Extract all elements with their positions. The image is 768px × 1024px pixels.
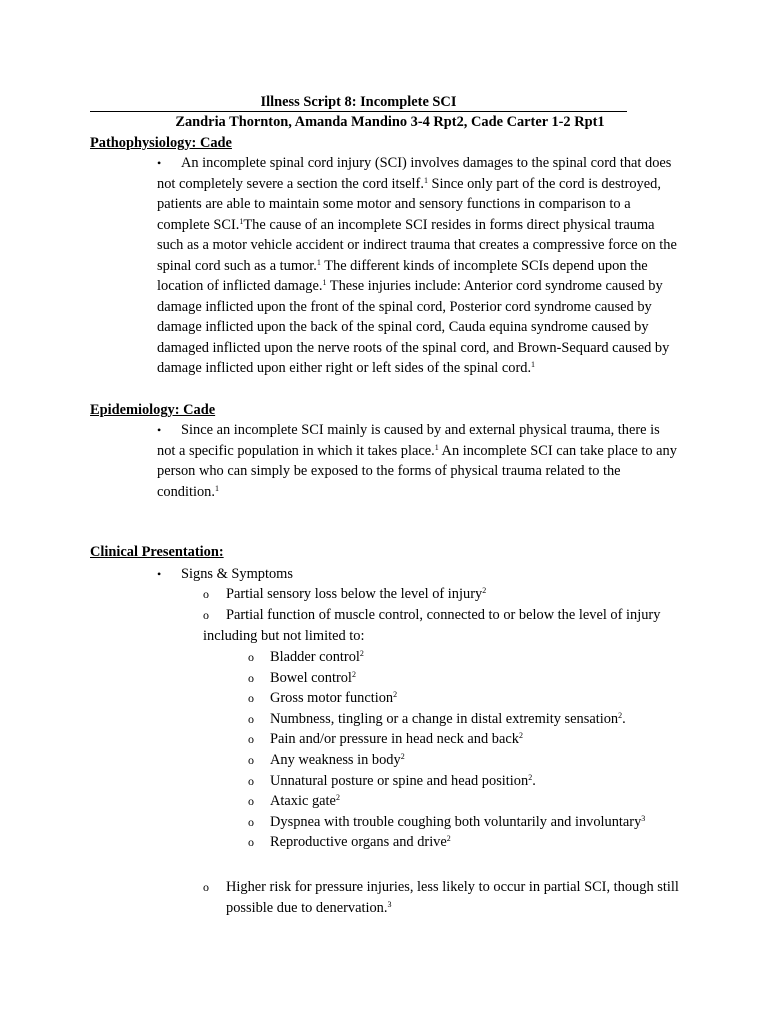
- partial-sensory-text: Partial sensory loss below the level of injury$^2$: [226, 586, 487, 602]
- higher-risk-item: [203, 877, 683, 919]
- symptom-text: Pain and/or pressure in head neck and back: [270, 731, 519, 748]
- circle-bullet-icon: o: [203, 880, 209, 894]
- circle-bullet-icon: o: [248, 835, 254, 850]
- bullet-icon: •: [157, 423, 162, 437]
- symptom-text: Reproductive organs and drive: [270, 834, 447, 851]
- circle-bullet-icon: o: [248, 794, 254, 809]
- symptom-text: Gross motor function: [270, 690, 394, 707]
- symptom-text: Unnatural posture or spine and head position: [270, 772, 529, 789]
- list-item: o Numbness, tingling or a change in distal extremity sensation$^2$.: [248, 709, 688, 730]
- list-item: o Ataxic gate$^2$: [248, 791, 688, 812]
- circle-bullet-icon: o: [248, 752, 254, 767]
- circle-bullet-icon: o: [203, 608, 209, 622]
- document-title: Illness Script 8: Incomplete SCI: [90, 94, 627, 112]
- symptom-text: Bladder control: [270, 649, 360, 665]
- list-item: o Gross motor function$^2$: [248, 688, 688, 709]
- symptom-text: Any weakness in body: [270, 751, 401, 768]
- bullet-icon: •: [157, 156, 162, 170]
- list-item: o Dyspnea with trouble coughing both voluntarily and involuntary$^3$: [248, 812, 688, 833]
- list-item: o Reproductive organs and drive$^2$: [248, 832, 688, 853]
- circle-bullet-icon: o: [248, 711, 254, 726]
- circle-bullet-icon: o: [248, 650, 254, 664]
- document-authors: Zandria Thornton, Amanda Mandino 3-4 Rpt2, Cade Carter 1-2 Rpt1: [175, 114, 605, 130]
- list-item: o Pain and/or pressure in head neck and back$^2$: [248, 729, 688, 750]
- signs-symptoms-label: Signs & Symptoms: [181, 566, 293, 582]
- pathophysiology-text: An incomplete spinal cord injury (SCI) involves damages to the spinal cord that does not completely severe a section the cord itself.$^1$ Since only part of the cord is destroyed, patients are able to maintain some motor and sensory functions in comparison to a complete SCI.$^1$The cause of an incomplete SCI resides in forms direct physical trauma such as a motor vehicle accident or indirect trauma that creates a compressive force on the spinal cord such as a tumor.$^1$ The different kinds of incomplete SCIs depend upon the location of inflicted damage.$^1$ These injuries include: Anterior cord syndrome caused by damage inflicted upon the front of the spinal cord, Posterior cord syndrome caused by damage inflicted upon the back of the spinal cord, Cauda equina syndrome caused by damaged inflicted upon the nerve roots of the spinal cord, and Brown-Sequard caused by damage inflicted upon either right or left sides of the spinal cord.$^1$: [157, 155, 677, 376]
- partial-function-text: Partial function of muscle control, connected to or below the level of injury including but not limited to:: [203, 607, 661, 644]
- circle-bullet-icon: o: [248, 670, 254, 685]
- list-item: o Bladder control$^2$: [248, 647, 688, 668]
- epidemiology-heading: Epidemiology: Cade: [90, 402, 216, 418]
- partial-function-item: [203, 605, 673, 647]
- circle-bullet-icon: o: [248, 732, 254, 747]
- pathophysiology-heading: Pathophysiology: Cade: [90, 135, 232, 151]
- symptom-list: [248, 647, 688, 853]
- epidemiology-text: Since an incomplete SCI mainly is caused by and external physical trauma, there is not a specific population in which it takes place.$^1$ An incomplete SCI can take place to any person who can simply be exposed to the forms of physical trauma related to the condition.$^1$: [157, 422, 677, 500]
- bullet-icon: •: [157, 567, 162, 581]
- list-item: o Bowel control$^2$: [248, 668, 688, 689]
- circle-bullet-icon: o: [248, 691, 254, 706]
- symptom-text: Bowel control: [270, 669, 352, 686]
- list-item: o Any weakness in body$^2$: [248, 750, 688, 771]
- higher-risk-text: Higher risk for pressure injuries, less likely to occur in partial SCI, though still possible due to denervation.$^3$: [226, 879, 679, 916]
- clinical-presentation-heading: Clinical Presentation:: [90, 544, 224, 560]
- list-item: o Unnatural posture or spine and head position$^2$.: [248, 771, 688, 792]
- pathophysiology-paragraph: [157, 153, 677, 379]
- epidemiology-paragraph: [157, 420, 677, 502]
- symptom-text: Dyspnea with trouble coughing both voluntarily and involuntary: [270, 813, 642, 830]
- circle-bullet-icon: o: [203, 587, 209, 601]
- symptom-text: Numbness, tingling or a change in distal extremity sensation: [270, 710, 619, 727]
- circle-bullet-icon: o: [248, 773, 254, 788]
- symptom-text: Ataxic gate: [270, 793, 336, 810]
- circle-bullet-icon: o: [248, 814, 254, 829]
